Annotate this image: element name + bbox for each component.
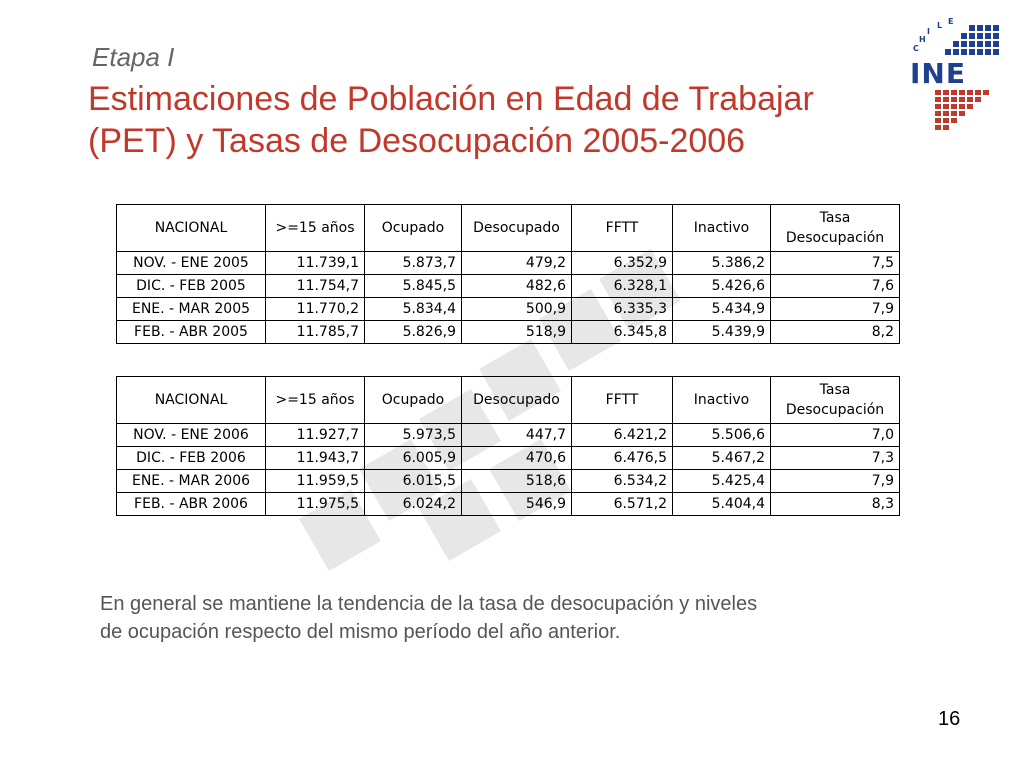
col-header: Tasa Desocupación [771,205,900,252]
table-2006-body [117,424,900,516]
value-cell: 5.826,9 [365,321,462,344]
table-row [117,470,900,493]
table-row [117,321,900,344]
table-2006 [116,376,900,516]
logo-letter: L [937,21,943,30]
slide-subtitle: Etapa I [92,42,175,72]
value-cell: 7,6 [771,275,900,298]
col-header: >=15 años [266,205,365,252]
value-cell: 5.973,5 [365,424,462,447]
note-line-2: de ocupación respecto del mismo período del año anterior. [100,621,621,643]
period-cell: FEB. - ABR 2006 [117,493,266,516]
note-line-1: En general se mantiene la tendencia de la tasa de desocupación y niveles [100,593,758,615]
value-cell: 479,2 [462,252,572,275]
col-header: Ocupado [365,377,462,424]
value-cell: 447,7 [462,424,572,447]
col-header: Inactivo [673,377,771,424]
table-row [117,298,900,321]
value-cell: 5.873,7 [365,252,462,275]
period-cell: NOV. - ENE 2005 [117,252,266,275]
value-cell: 518,6 [462,470,572,493]
col-header: NACIONAL [117,377,266,424]
value-cell: 11.739,1 [266,252,365,275]
value-cell: 7,0 [771,424,900,447]
value-cell: 11.770,2 [266,298,365,321]
table-2005-body [117,252,900,344]
value-cell: 5.506,6 [673,424,771,447]
logo-letter: E [948,17,954,26]
value-cell: 6.335,3 [572,298,673,321]
table-row [117,424,900,447]
col-header: FFTT [572,205,673,252]
value-cell: 482,6 [462,275,572,298]
value-cell: 11.927,7 [266,424,365,447]
value-cell: 5.386,2 [673,252,771,275]
value-cell: 518,9 [462,321,572,344]
value-cell: 6.352,9 [572,252,673,275]
value-cell: 6.345,8 [572,321,673,344]
value-cell: 5.425,4 [673,470,771,493]
value-cell: 6.476,5 [572,447,673,470]
col-header: NACIONAL [117,205,266,252]
value-cell: 11.975,5 [266,493,365,516]
logo-letter: H [919,35,926,44]
value-cell: 500,9 [462,298,572,321]
value-cell: 11.943,7 [266,447,365,470]
table-row [117,252,900,275]
table-header-row [117,205,900,252]
value-cell: 11.785,7 [266,321,365,344]
slide-note [100,590,880,646]
col-header: FFTT [572,377,673,424]
title-line-1: Estimaciones de Población en Edad de Trabajar [88,80,814,118]
period-cell: ENE. - MAR 2005 [117,298,266,321]
period-cell: ENE. - MAR 2006 [117,470,266,493]
table-row [117,275,900,298]
logo-letter: C [913,44,919,53]
value-cell: 6.005,9 [365,447,462,470]
col-header: Tasa Desocupación [771,377,900,424]
title-line-2: (PET) y Tasas de Desocupación 2005-2006 [88,122,746,160]
value-cell: 8,2 [771,321,900,344]
value-cell: 470,6 [462,447,572,470]
col-header: >=15 años [266,377,365,424]
value-cell: 6.571,2 [572,493,673,516]
logo-grid-red [935,90,989,130]
logo-text: INE [910,57,966,90]
value-cell: 5.845,5 [365,275,462,298]
value-cell: 7,3 [771,447,900,470]
value-cell: 8,3 [771,493,900,516]
period-cell: DIC. - FEB 2005 [117,275,266,298]
value-cell: 5.834,4 [365,298,462,321]
col-header: Ocupado [365,205,462,252]
table-2005 [116,204,900,344]
table-row [117,493,900,516]
col-header: Desocupado [462,205,572,252]
table-header-row [117,377,900,424]
value-cell: 5.404,4 [673,493,771,516]
col-header: Inactivo [673,205,771,252]
logo-grid-blue [945,25,999,55]
ine-logo [905,15,1005,130]
value-cell: 7,9 [771,298,900,321]
col-header: Desocupado [462,377,572,424]
page-number: 16 [938,708,961,730]
logo-country [913,17,953,53]
value-cell: 5.439,9 [673,321,771,344]
value-cell: 6.421,2 [572,424,673,447]
slide-title [88,78,868,162]
period-cell: DIC. - FEB 2006 [117,447,266,470]
value-cell: 11.754,7 [266,275,365,298]
table-row [117,447,900,470]
value-cell: 5.426,6 [673,275,771,298]
value-cell: 6.015,5 [365,470,462,493]
value-cell: 7,5 [771,252,900,275]
value-cell: 7,9 [771,470,900,493]
value-cell: 11.959,5 [266,470,365,493]
period-cell: FEB. - ABR 2005 [117,321,266,344]
value-cell: 6.024,2 [365,493,462,516]
period-cell: NOV. - ENE 2006 [117,424,266,447]
logo-letter: I [927,27,930,36]
value-cell: 6.534,2 [572,470,673,493]
value-cell: 6.328,1 [572,275,673,298]
value-cell: 5.434,9 [673,298,771,321]
value-cell: 5.467,2 [673,447,771,470]
value-cell: 546,9 [462,493,572,516]
